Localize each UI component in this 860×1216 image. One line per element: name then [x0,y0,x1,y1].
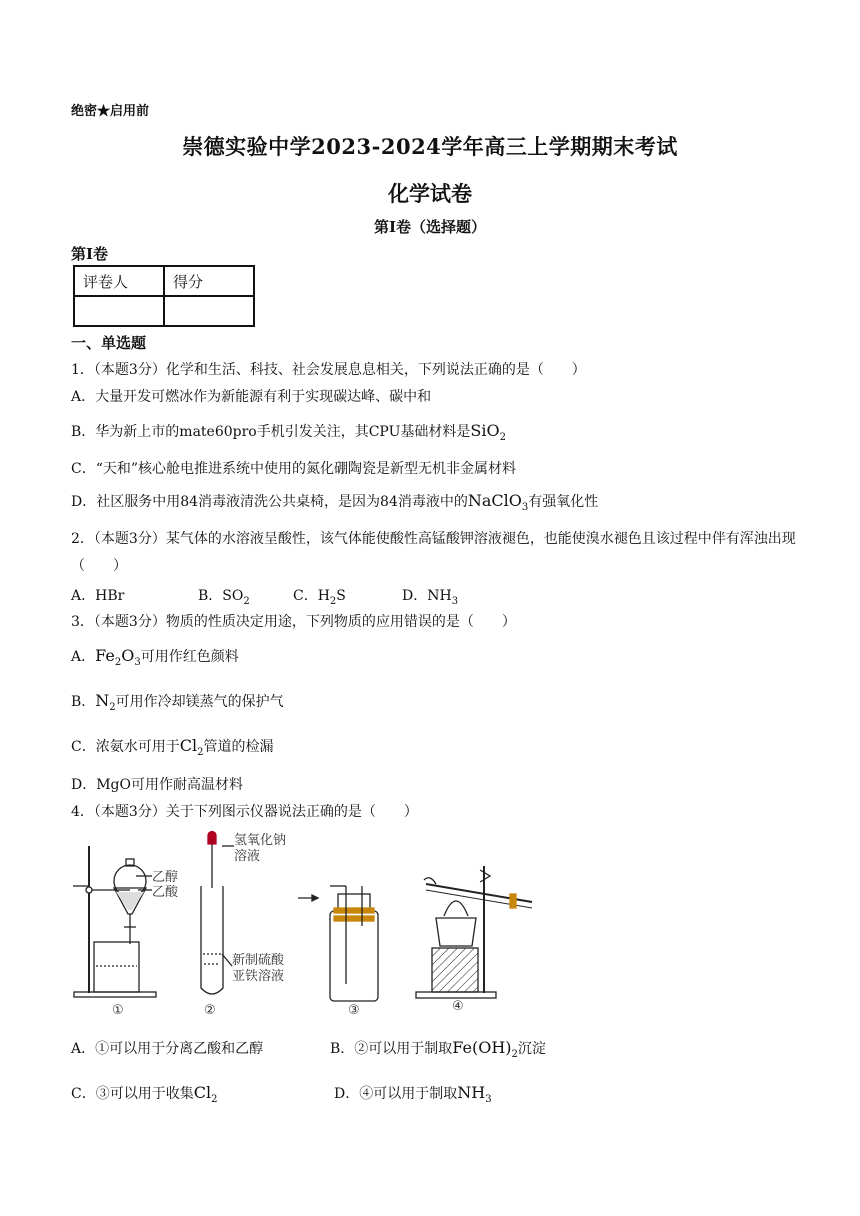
q2-option-c-sub: 2 [329,595,337,607]
q3-option-a-tail: 可用作红色颜料 [140,649,239,665]
label-ethanol: 乙醇 [152,870,179,885]
score-header: 得分 [164,266,254,296]
q3-option-b [71,691,284,713]
q1-stem: 1．（本题3分）化学和生活、科技、社会发展息息相关，下列说法正确的是（ ） [71,362,586,378]
q3-option-c-tail: 管道的检漏 [203,739,274,755]
part-title: 一、单选题 [71,334,147,352]
test-tube-apparatus [201,832,234,995]
q3-option-b-sub: 2 [109,701,116,713]
q3-option-c-pre: C．浓氨水可用于 [71,739,180,755]
q4-option-c-formula: Cl [193,1083,212,1102]
q2-option-b [198,585,250,607]
q1-option-b-formula: SiO [470,421,500,440]
q3-option-a-pre: A． [71,649,96,665]
q1-option-d-formula: NaClO [467,491,522,510]
q2-option-d [402,585,458,607]
separatory-funnel-apparatus [73,846,156,997]
q4-option-d [334,1083,492,1105]
q4-option-d-pre: D．④可以用于制取 [334,1086,458,1102]
score-table [73,265,255,327]
q1-option-d-text: D．社区服务中用84消毒液清洗公共桌椅，是因为84消毒液中的 [71,494,468,510]
grader-cell[interactable] [74,296,164,326]
score-cell[interactable] [164,296,254,326]
confidential-mark: 绝密★启用前 [71,104,150,119]
q4-option-b-sub: 2 [511,1048,518,1060]
q3-option-c [71,736,273,758]
q2-option-b-text: B．SO [198,588,244,604]
label-naoh-2: 溶液 [234,849,261,864]
volume-label: 第I卷 [71,245,109,263]
q2-stem: 2．（本题3分）某气体的水溶液呈酸性，该气体能使酸性高锰酸钾溶液褪色，也能使溴水褪色且该过程中伴有浑浊出现（ ） [71,531,796,574]
q1-option-d [71,491,598,513]
q3-option-a-s2: 3 [134,656,141,668]
q2-option-d-sub: 3 [451,595,459,607]
q1-option-d-sub: 3 [521,501,529,513]
q4-option-b-formula: Fe(OH) [452,1038,512,1057]
q2-option-a: A．HBr [71,588,125,604]
subject-title: 化学试卷 [388,181,472,206]
q1-option-d-tail: 有强氧化性 [528,494,599,510]
q3-option-c-formula: Cl [179,736,198,755]
label-feso4-1: 新制硫酸 [232,953,285,968]
q4-option-d-sub: 3 [485,1093,492,1105]
number-4: ④ [452,999,464,1014]
apparatus-figure [70,826,550,1016]
label-feso4-2: 亚铁溶液 [232,969,285,984]
number-1: ① [112,1003,124,1016]
q1-option-b-text: B．华为新上市的mate60pro手机引发关注，其CPU基础材料是 [71,424,471,440]
gas-bottle-apparatus [298,886,378,1001]
q1-option-b [71,421,506,443]
q4-option-b [330,1038,546,1060]
q4-option-b-pre: B．②可以用于制取 [330,1041,453,1057]
label-acetic-acid: 乙酸 [152,885,179,900]
q4-stem: 4．（本题3分）关于下列图示仪器说法正确的是（ ） [71,804,418,820]
heating-apparatus [416,866,532,998]
number-2: ② [204,1003,216,1016]
q3-option-a [71,646,239,668]
q3-option-b-formula: N [95,691,110,710]
q4-option-a: A．①可以用于分离乙酸和乙醇 [71,1041,264,1057]
q4-option-c-sub: 2 [211,1093,218,1105]
section-heading: 第I卷（选择题） [373,218,487,236]
q3-stem: 3．（本题3分）物质的性质决定用途，下列物质的应用错误的是（ ） [71,614,516,630]
number-3: ③ [348,1003,360,1016]
q3-option-b-tail: 可用作冷却镁蒸气的保护气 [115,694,284,710]
label-naoh-1: 氢氧化钠 [234,833,287,848]
q4-option-b-tail: 沉淀 [517,1041,546,1057]
q2-option-c-tail: S [336,588,346,604]
grader-header: 评卷人 [74,266,164,296]
exam-title: 崇德实验中学2023-2024学年高三上学期期末考试 [182,134,678,159]
q1-option-c: C．“天和”核心舱电推进系统中使用的氮化硼陶瓷是新型无机非金属材料 [71,461,517,477]
q1-option-b-sub: 2 [499,431,506,443]
q2-option-c [293,585,346,607]
q2-option-c-text: C．H [293,588,330,604]
q3-option-a-f2: O [121,646,135,665]
q3-option-d: D．MgO可用作耐高温材料 [71,777,243,793]
q3-option-b-pre: B． [71,694,96,710]
q4-option-c [71,1083,217,1105]
q2-option-d-text: D．NH [402,588,452,604]
q4-option-c-pre: C．③可以用于收集 [71,1086,194,1102]
q2-option-b-sub: 2 [243,595,250,607]
q1-option-a: A．大量开发可燃冰作为新能源有利于实现碳达峰、碳中和 [71,389,432,405]
q4-option-d-formula: NH [457,1083,486,1102]
q3-option-c-sub: 2 [197,746,204,758]
q3-option-a-f1: Fe [95,646,115,665]
q3-option-a-s1: 2 [114,656,122,668]
